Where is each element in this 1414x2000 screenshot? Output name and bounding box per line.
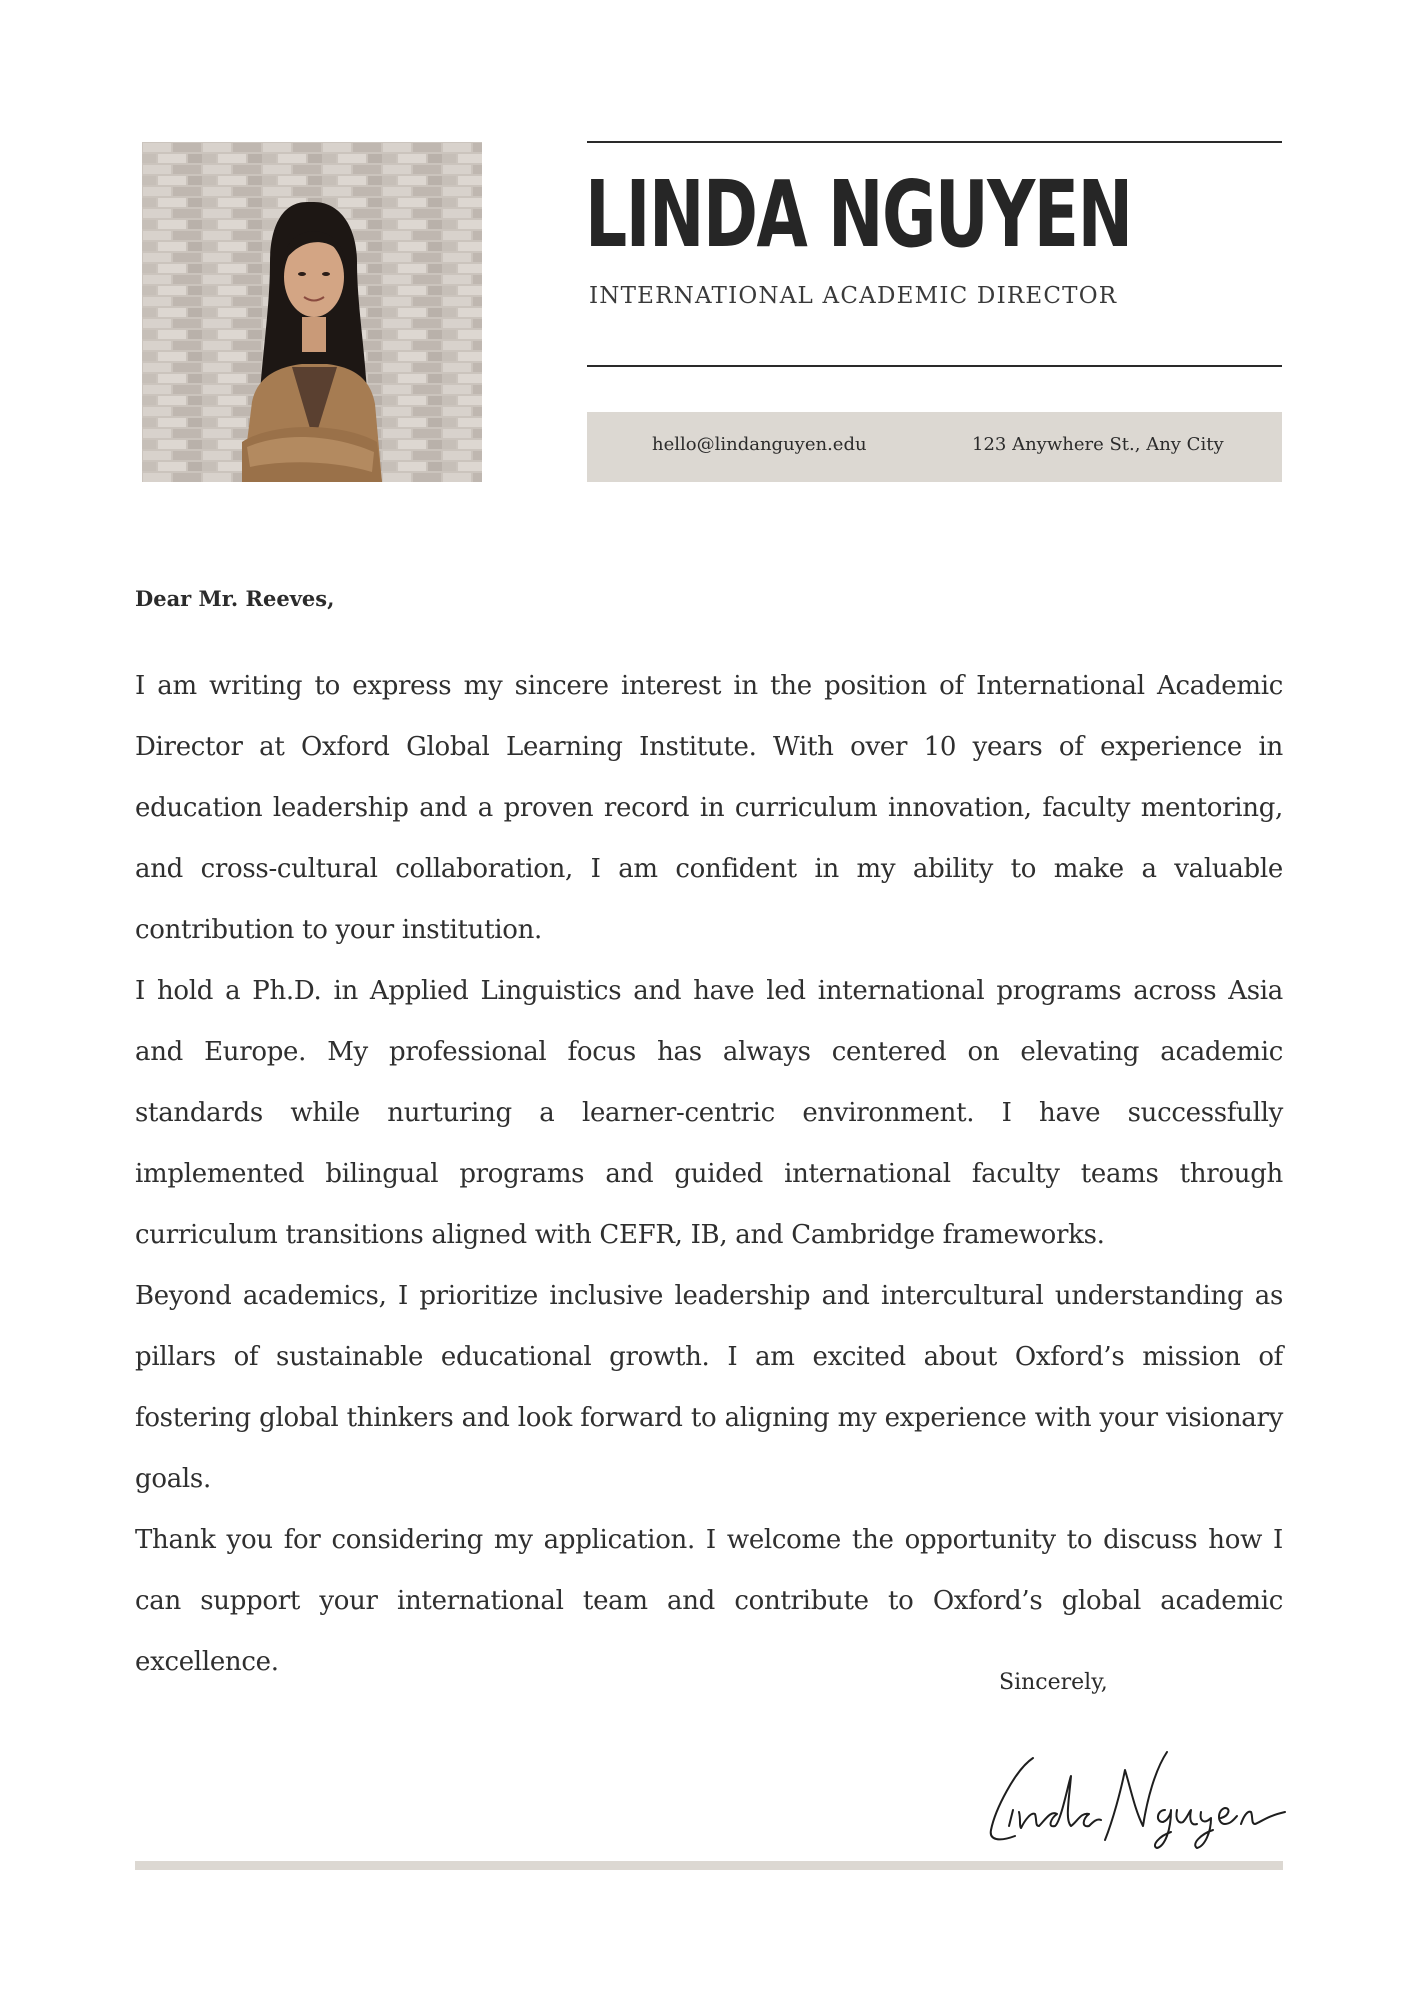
letter-paragraph: I am writing to express my sincere interest in the position of International Academic Director at Oxford Global Learning Institute. With over 10 years of experience in education leadership and a proven record in curriculum innovation, faculty mentoring, and cross-cultural collaboration, I am confident in my ability to make a valuable contribution to your institution. bbox=[135, 671, 1283, 945]
contact-email[interactable]: hello@lindanguyen.edu bbox=[652, 434, 867, 455]
handwritten-signature bbox=[985, 1740, 1295, 1850]
letter-paragraph: Thank you for considering my application. I welcome the opportunity to discuss how I can support your international team and contribute to Oxford’s global academic excellence. bbox=[135, 1525, 1283, 1677]
letter-paragraph: I hold a Ph.D. in Applied Linguistics and have led international programs across Asia and Europe. My professional focus has always centered on elevating academic standards while nurturing a learner-centric environment. I have successfully implemented bilingual programs and guided international faculty teams through curriculum transitions aligned with CEFR, IB, and Cambridge frameworks. bbox=[135, 976, 1283, 1250]
header-rule-bottom bbox=[587, 365, 1282, 367]
header-rule-top bbox=[587, 141, 1282, 143]
letter-paragraph: Beyond academics, I prioritize inclusive leadership and intercultural understanding as pillars of sustainable educational growth. I am excited about Oxford’s mission of fostering global thinkers and look forward to aligning my experience with your visionary goals. bbox=[135, 1281, 1283, 1494]
contact-bar bbox=[587, 412, 1282, 482]
letter-greeting: Dear Mr. Reeves, bbox=[135, 586, 335, 611]
contact-address: 123 Anywhere St., Any City bbox=[972, 434, 1224, 455]
footer-bar bbox=[135, 1861, 1283, 1870]
profile-photo bbox=[142, 142, 482, 482]
letter-closing: Sincerely, bbox=[999, 1670, 1108, 1695]
applicant-name: LINDA NGUYEN bbox=[585, 161, 1132, 268]
letter-body bbox=[135, 656, 1283, 1693]
applicant-title: INTERNATIONAL ACADEMIC DIRECTOR bbox=[589, 283, 1118, 309]
